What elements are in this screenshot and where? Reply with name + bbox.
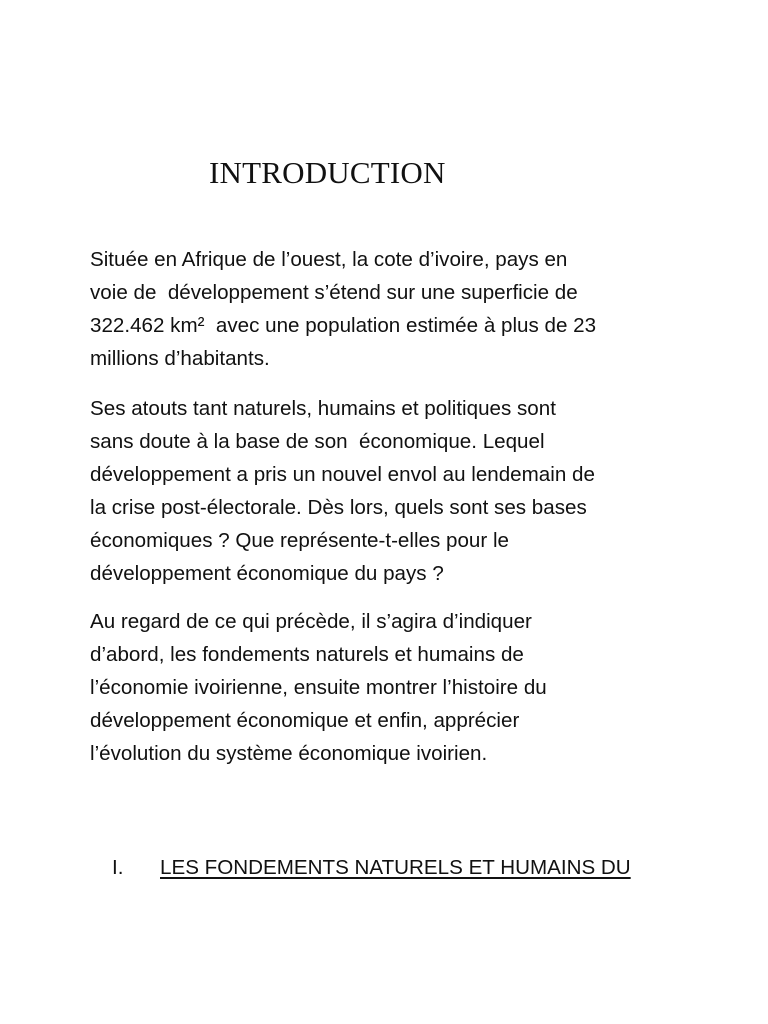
paragraph-line: Au regard de ce qui précède, il s’agira d’indiquer: [90, 610, 532, 633]
paragraph-line: développement a pris un nouvel envol au lendemain de: [90, 463, 595, 486]
paragraph-line: économiques ? Que représente-t-elles pour le: [90, 529, 509, 552]
paragraph-line: millions d’habitants.: [90, 347, 270, 370]
paragraph-line: voie de développement s’étend sur une superficie de: [90, 281, 578, 304]
intro-paragraph-3: [90, 605, 547, 770]
paragraph-line: la crise post-électorale. Dès lors, quels sont ses bases: [90, 496, 587, 519]
paragraph-line: 322.462 km² avec une population estimée à plus de 23: [90, 314, 597, 337]
paragraph-line: Située en Afrique de l’ouest, la cote d’ivoire, pays en: [90, 248, 568, 271]
paragraph-line: développement économique et enfin, apprécier: [90, 709, 520, 732]
section-title: LES FONDEMENTS NATURELS ET HUMAINS DU: [160, 856, 631, 879]
page-title: INTRODUCTION: [209, 155, 446, 190]
paragraph-line: Ses atouts tant naturels, humains et politiques sont: [90, 397, 556, 420]
section-heading: [112, 852, 631, 884]
paragraph-line: sans doute à la base de son économique. Lequel: [90, 430, 545, 453]
paragraph-line: développement économique du pays ?: [90, 562, 444, 585]
intro-paragraph-2: [90, 392, 595, 590]
paragraph-line: d’abord, les fondements naturels et humains de: [90, 643, 524, 666]
section-number: I.: [112, 856, 124, 879]
paragraph-line: l’économie ivoirienne, ensuite montrer l’histoire du: [90, 676, 547, 699]
paragraph-line: l’évolution du système économique ivoirien.: [90, 742, 488, 765]
intro-paragraph-1: [90, 243, 596, 375]
